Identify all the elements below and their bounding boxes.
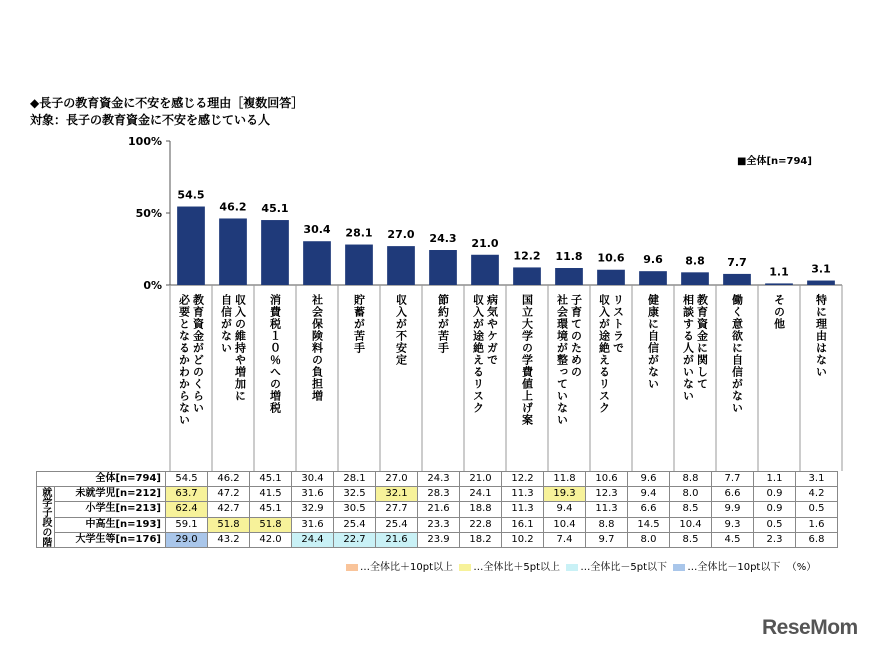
table-cell: 12.2 (502, 472, 544, 487)
table-cell: 0.9 (754, 487, 796, 502)
category-label: 社会環境が整っていない (555, 294, 569, 426)
row-label: 未就学児[n=212] (54, 487, 165, 502)
table-cell: 10.4 (670, 517, 712, 532)
unit-label: （%） (786, 562, 817, 573)
bar (387, 246, 415, 285)
table-row (37, 532, 838, 547)
chart-title: ◆長子の教育資金に不安を感じる理由［複数回答］ (30, 96, 304, 110)
table-row (37, 517, 838, 532)
table-cell: 28.3 (418, 487, 460, 502)
row-label: 大学生等[n=176] (54, 532, 165, 547)
table-cell: 46.2 (208, 472, 250, 487)
category-label: その他 (772, 294, 786, 330)
table-cell: 11.3 (586, 502, 628, 517)
table-cell: 8.0 (628, 532, 670, 547)
category-label: 国立大学の学費値上げ案 (520, 294, 534, 426)
y-tick-label: 50% (135, 207, 162, 220)
table-cell: 42.7 (208, 502, 250, 517)
table-cell: 8.8 (670, 472, 712, 487)
note-p10: …全体比＋10pt以上 (360, 562, 453, 573)
category-label: 教育資金に関して (695, 294, 709, 390)
bar (681, 272, 709, 285)
table-cell: 27.0 (376, 472, 418, 487)
category-label: 特に理由はない (814, 294, 828, 378)
category-label: 貯蓄が苦手 (352, 294, 366, 354)
table-cell: 8.5 (670, 502, 712, 517)
data-table (36, 471, 838, 548)
table-cell: 11.8 (544, 472, 586, 487)
bar (261, 220, 289, 285)
table-cell: 1.1 (754, 472, 796, 487)
bar-value-label: 45.1 (261, 202, 289, 216)
category-label: 働く意欲に自信がない (730, 294, 744, 414)
note-m10: …全体比－10pt以下 (687, 562, 781, 573)
table-cell: 11.3 (502, 487, 544, 502)
table-cell: 8.5 (670, 532, 712, 547)
table-cell: 25.4 (376, 517, 418, 532)
table-cell: 31.6 (292, 487, 334, 502)
bar (807, 281, 835, 285)
bar-value-label: 24.3 (429, 232, 457, 246)
table-cell: 59.1 (166, 517, 208, 532)
table-cell: 6.6 (628, 502, 670, 517)
bar (219, 218, 247, 285)
bar-value-label: 7.7 (727, 255, 747, 269)
table-cell: 4.5 (712, 532, 754, 547)
bar-value-label: 8.8 (685, 254, 705, 268)
category-label: 必要となるかわからない (177, 294, 191, 426)
table-cell: 12.3 (586, 487, 628, 502)
table-cell: 7.4 (544, 532, 586, 547)
table-cell: 62.4 (166, 502, 208, 517)
table-cell: 6.8 (796, 532, 838, 547)
category-label: 節約が苦手 (436, 294, 450, 354)
table-cell: 0.5 (754, 517, 796, 532)
table-cell: 32.9 (292, 502, 334, 517)
note-swatch-p5 (459, 564, 471, 571)
table-cell: 43.2 (208, 532, 250, 547)
table-cell: 31.6 (292, 517, 334, 532)
bar (429, 250, 457, 285)
table-cell: 54.5 (166, 472, 208, 487)
table-cell: 9.3 (712, 517, 754, 532)
table-cell: 22.7 (334, 532, 376, 547)
category-label: 消費税１０％への増税 (268, 294, 282, 414)
table-cell: 24.1 (460, 487, 502, 502)
bar (177, 207, 205, 285)
bar-value-label: 3.1 (811, 262, 831, 276)
table-cell: 16.1 (502, 517, 544, 532)
table-cell: 18.8 (460, 502, 502, 517)
note-swatch-m10 (673, 564, 685, 571)
table-cell: 21.6 (418, 502, 460, 517)
y-tick-label: 0% (143, 279, 162, 292)
bar (765, 283, 793, 285)
row-label: 全体[n=794] (37, 472, 166, 487)
table-cell: 29.0 (166, 532, 208, 547)
table-cell: 8.0 (670, 487, 712, 502)
y-tick-label: 100% (128, 135, 162, 148)
legend-label: ■全体[n=794] (737, 156, 812, 167)
table-cell: 45.1 (250, 502, 292, 517)
resemom-logo: ReseMom (762, 616, 858, 639)
table-cell: 41.5 (250, 487, 292, 502)
table-cell: 14.5 (628, 517, 670, 532)
bar-value-label: 9.6 (643, 253, 663, 267)
category-label: 収入が途絶えるリスク (597, 294, 611, 414)
table-cell: 1.6 (796, 517, 838, 532)
bar-value-label: 21.0 (471, 236, 499, 250)
category-label: 相談する人がいない (681, 294, 695, 402)
table-cell: 23.9 (418, 532, 460, 547)
table-cell: 18.2 (460, 532, 502, 547)
table-cell: 42.0 (250, 532, 292, 547)
category-label: 社会保険料の負担増 (310, 294, 324, 402)
note-swatch-p10 (346, 564, 358, 571)
bar-value-label: 1.1 (769, 265, 789, 279)
table-cell: 30.5 (334, 502, 376, 517)
table-cell: 9.7 (586, 532, 628, 547)
table-cell: 32.1 (376, 487, 418, 502)
table-cell: 24.3 (418, 472, 460, 487)
table-cell: 23.3 (418, 517, 460, 532)
category-label: 病気やケガで (485, 294, 499, 366)
table-cell: 6.6 (712, 487, 754, 502)
table-cell: 11.3 (502, 502, 544, 517)
category-label: 収入が不安定 (394, 294, 408, 366)
bar-value-label: 28.1 (345, 226, 373, 240)
table-cell: 28.1 (334, 472, 376, 487)
legend (737, 152, 812, 167)
table-cell: 3.1 (796, 472, 838, 487)
table-cell: 10.2 (502, 532, 544, 547)
table-cell: 30.4 (292, 472, 334, 487)
table-cell: 4.2 (796, 487, 838, 502)
group-label: 就学子段の階 (37, 487, 55, 548)
bar-value-label: 30.4 (303, 223, 331, 237)
table-cell: 0.5 (796, 502, 838, 517)
bar-value-label: 27.0 (387, 228, 415, 242)
table-cell: 10.4 (544, 517, 586, 532)
bar (513, 267, 541, 285)
table-cell: 25.4 (334, 517, 376, 532)
table-cell: 47.2 (208, 487, 250, 502)
bar (639, 271, 667, 285)
table-cell: 63.7 (166, 487, 208, 502)
table-cell: 27.7 (376, 502, 418, 517)
category-label: 健康に自信がない (646, 294, 660, 390)
row-label: 小学生[n=213] (54, 502, 165, 517)
table-cell: 22.8 (460, 517, 502, 532)
table-cell: 9.4 (628, 487, 670, 502)
table-cell: 9.6 (628, 472, 670, 487)
table-cell: 9.9 (712, 502, 754, 517)
category-label: 自信がない (219, 294, 233, 354)
category-label: リストラで (611, 294, 625, 354)
note-m5: …全体比－5pt以下 (580, 562, 667, 573)
table-row (37, 502, 838, 517)
table-cell: 32.5 (334, 487, 376, 502)
bar (345, 245, 373, 285)
table-cell: 24.4 (292, 532, 334, 547)
bar (597, 270, 625, 285)
table-cell: 0.9 (754, 502, 796, 517)
row-label: 中高生[n=193] (54, 517, 165, 532)
bar (303, 241, 331, 285)
highlight-notes (346, 558, 816, 573)
bar-value-label: 10.6 (597, 251, 625, 265)
bar-value-label: 54.5 (177, 188, 205, 202)
chart-subtitle: 対象：長子の教育資金に不安を感じている人 (30, 113, 271, 127)
table-cell: 45.1 (250, 472, 292, 487)
table-cell: 10.6 (586, 472, 628, 487)
table-cell: 51.8 (208, 517, 250, 532)
table-cell: 7.7 (712, 472, 754, 487)
category-label: 子育てのための (569, 294, 583, 378)
note-swatch-m5 (566, 564, 578, 571)
table-cell: 8.8 (586, 517, 628, 532)
table-cell: 21.6 (376, 532, 418, 547)
bar-value-label: 46.2 (219, 200, 247, 214)
bar-value-label: 11.8 (555, 250, 583, 264)
table-row (37, 472, 838, 487)
table-row (37, 487, 838, 502)
category-label: 収入の維持や増加に (233, 294, 247, 402)
table-cell: 19.3 (544, 487, 586, 502)
category-label: 教育資金がどのくらい (191, 294, 205, 414)
table-cell: 21.0 (460, 472, 502, 487)
table-cell: 2.3 (754, 532, 796, 547)
category-label: 収入が途絶えるリスク (471, 294, 485, 414)
bar-value-label: 12.2 (513, 249, 541, 263)
bar (723, 274, 751, 285)
note-p5: …全体比＋5pt以上 (473, 562, 560, 573)
table-cell: 51.8 (250, 517, 292, 532)
table-cell: 9.4 (544, 502, 586, 517)
bar (471, 255, 499, 285)
bar (555, 268, 583, 285)
